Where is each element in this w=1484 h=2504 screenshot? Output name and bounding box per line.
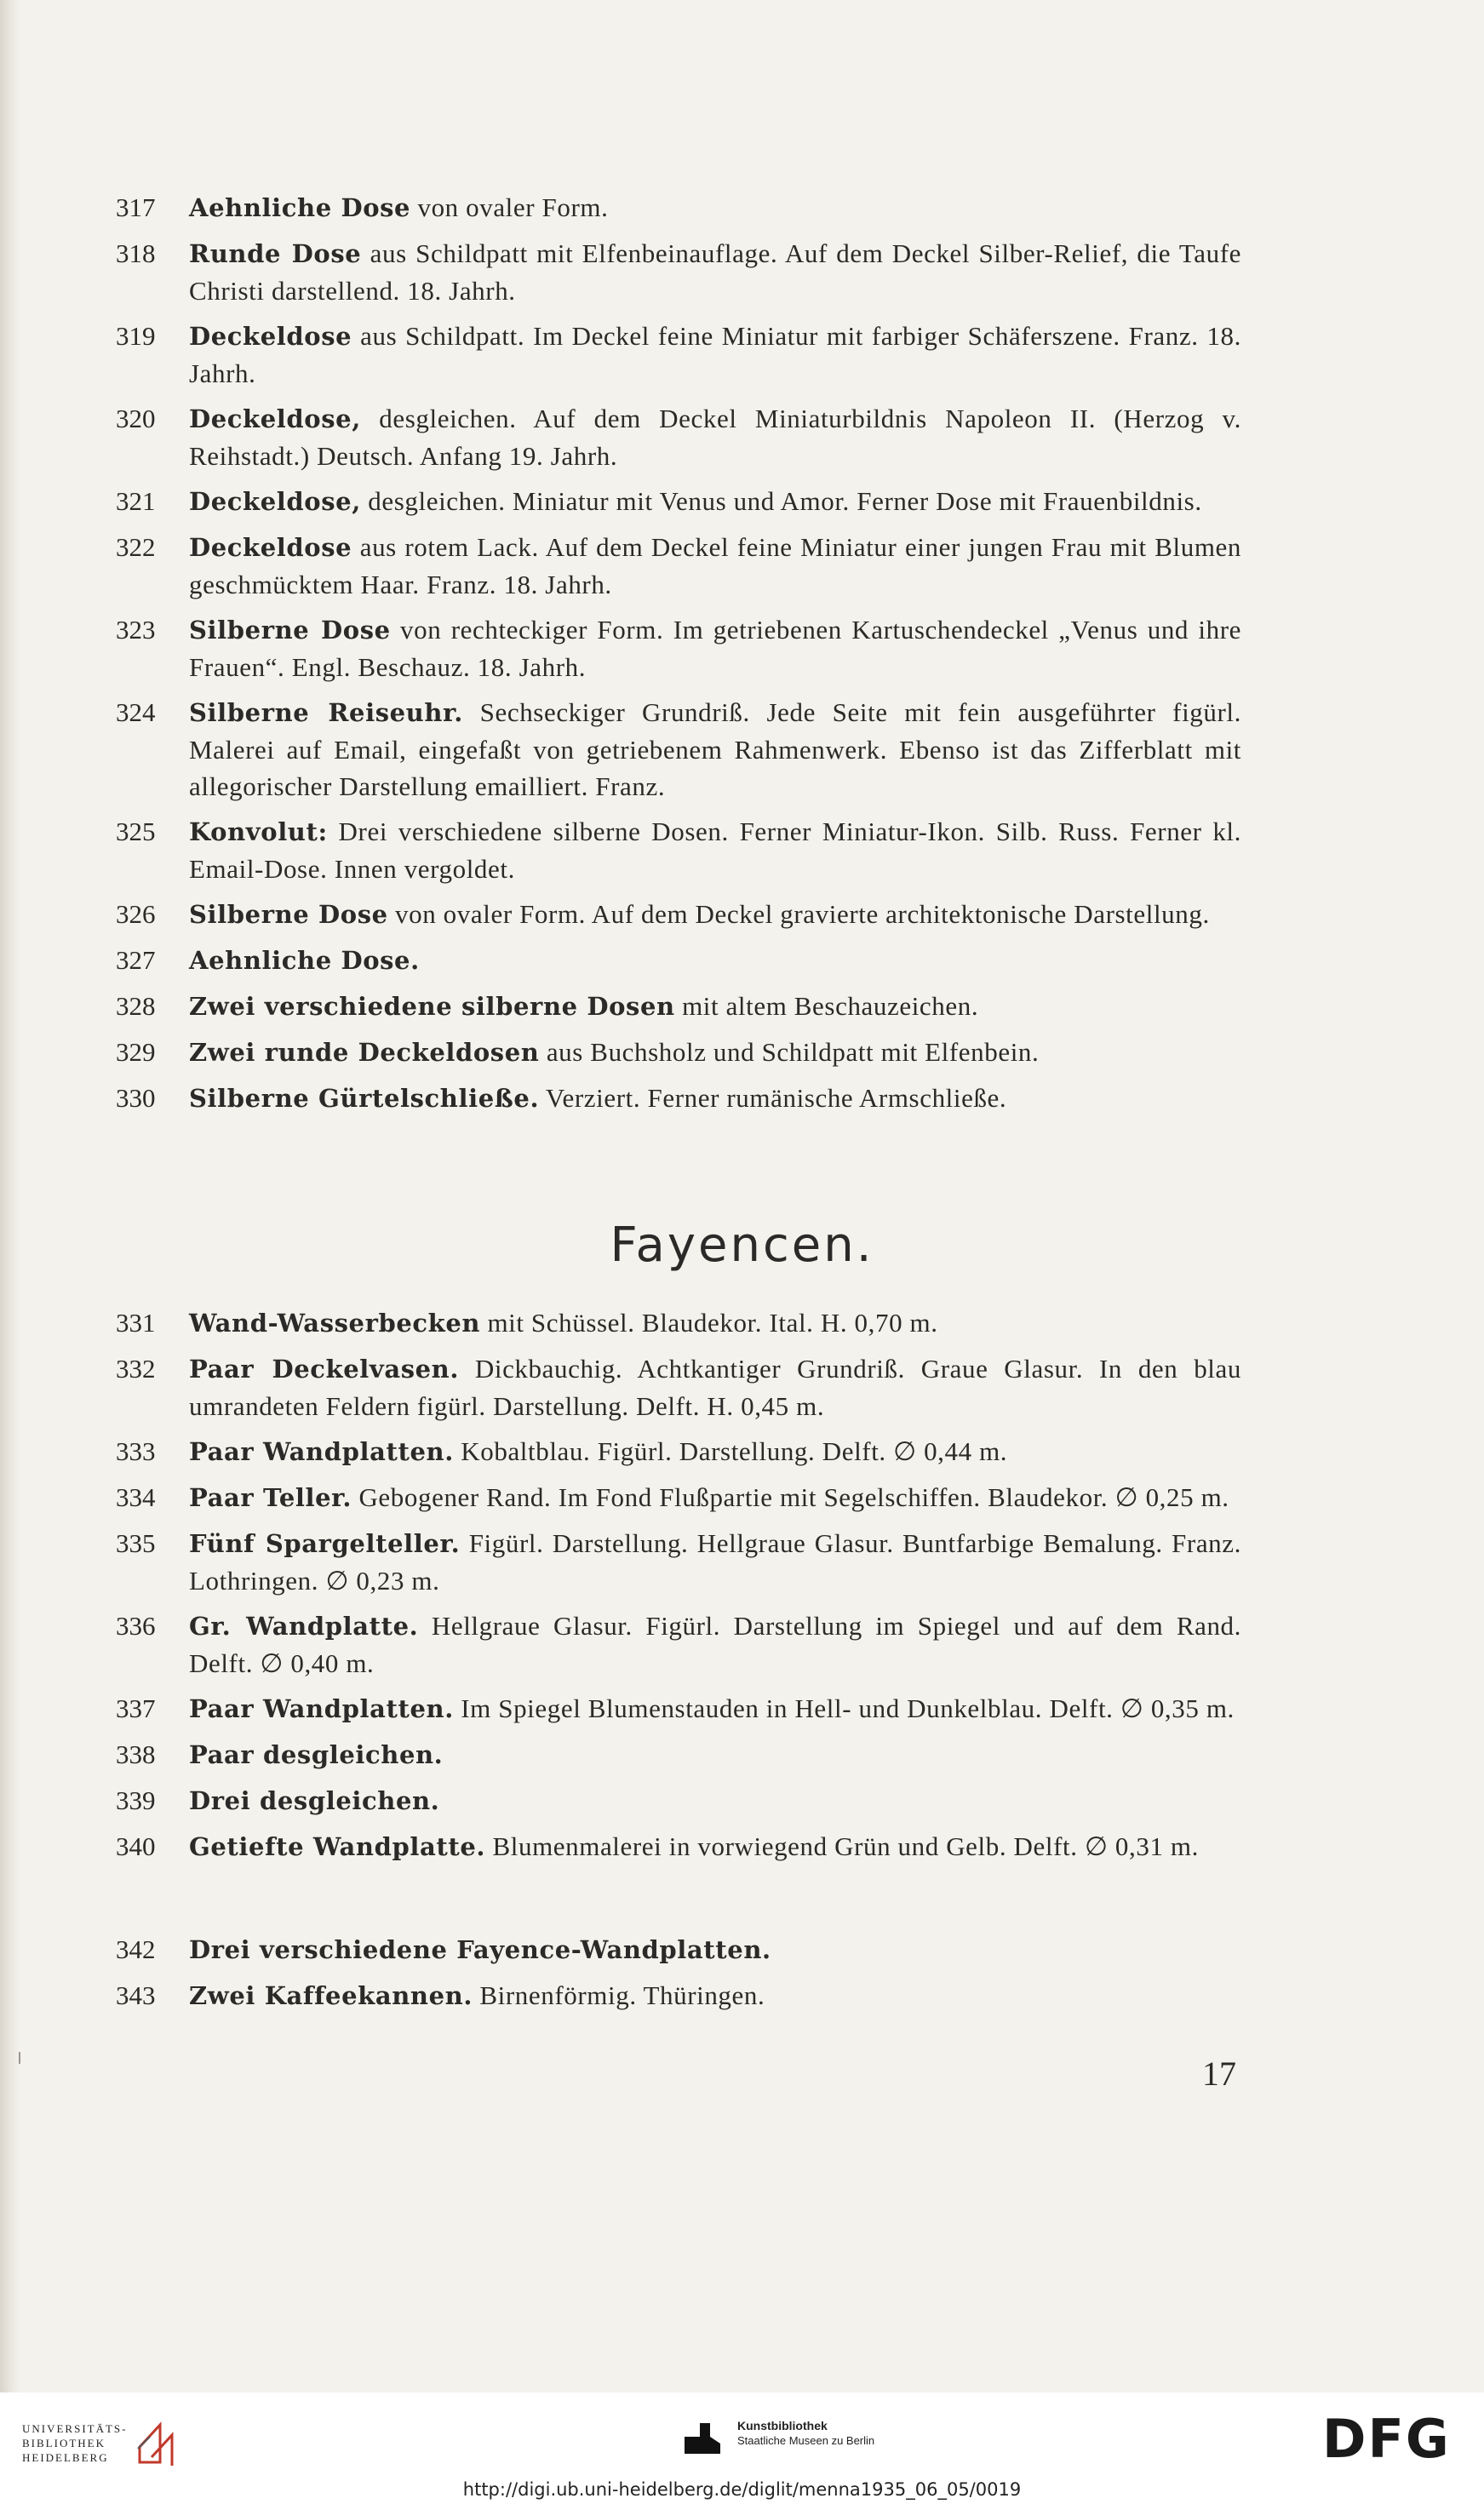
entry-title: Zwei Kaffeekannen.	[189, 1981, 473, 2010]
entry-title: Paar Wandplatten.	[189, 1437, 454, 1466]
entry-description	[189, 813, 1241, 887]
entry-title: Paar Teller.	[189, 1483, 352, 1512]
catalog-entry	[0, 1034, 1484, 1071]
uni-line: UNIVERSITÄTS-	[22, 2422, 128, 2435]
entry-text: desgleichen. Miniatur mit Venus und Amor. Ferner Dose mit Frauenbildnis.	[360, 486, 1202, 516]
entry-text: Dickbauchig. Achtkantiger Grundriß. Graue Glasur. In den blau umrandeten Feldern figürl. Darstellung. Delft. H. 0,45 m.	[189, 1354, 1241, 1421]
entry-description	[189, 1931, 1241, 1968]
catalog-entry	[0, 942, 1484, 979]
catalog-entry	[0, 1736, 1484, 1773]
source-url[interactable]: http://digi.ub.uni-heidelberg.de/diglit/menna1935_06_05/0019	[462, 2479, 1022, 2500]
entry-title: Drei desgleichen.	[189, 1786, 440, 1815]
entry-number: 342	[116, 1934, 156, 1964]
catalog-entry	[0, 1080, 1484, 1117]
entry-text: Im Spiegel Blumenstauden in Hell- und Dunkelblau. Delft. ∅ 0,35 m.	[453, 1693, 1235, 1723]
catalog-entry	[0, 1433, 1484, 1470]
entry-number: 326	[116, 899, 156, 929]
entry-title: Silberne Gürtelschließe.	[189, 1084, 540, 1113]
entry-text: desgleichen. Auf dem Deckel Miniaturbildnis Napoleon II. (Herzog v. Reihstadt.) Deutsch. Anfang 19. Jahrh.	[189, 404, 1241, 471]
entry-description	[189, 1782, 1241, 1819]
entry-text: Kobaltblau. Figürl. Darstellung. Delft. ∅ 0,44 m.	[453, 1436, 1008, 1466]
catalog-entry	[0, 988, 1484, 1025]
entry-title: Deckeldose	[189, 533, 352, 562]
entry-number: 337	[116, 1693, 156, 1723]
catalog-entry	[0, 1304, 1484, 1342]
kb-title: Kunstbibliothek	[737, 2419, 828, 2432]
entry-description	[189, 611, 1241, 685]
entry-description	[189, 1304, 1241, 1342]
catalog-entries-fayence	[0, 1304, 1484, 1874]
entry-title: Deckeldose	[189, 322, 352, 351]
uni-line: BIBLIOTHEK	[22, 2437, 106, 2450]
entry-description	[189, 1525, 1241, 1599]
entry-text: Drei verschiedene silberne Dosen. Ferner Miniatur-Ikon. Silb. Russ. Ferner kl. Email-Dose. Innen vergoldet.	[189, 817, 1241, 884]
entry-title: Deckeldose,	[189, 487, 361, 516]
catalog-entry	[0, 1931, 1484, 1968]
catalog-entry	[0, 1350, 1484, 1424]
entry-title: Runde Dose	[189, 239, 362, 268]
entry-title: Aehnliche Dose.	[189, 946, 420, 975]
entry-description	[189, 896, 1241, 933]
entry-number: 318	[116, 238, 156, 268]
entry-number: 325	[116, 817, 156, 846]
entry-text: aus Schildpatt. Im Deckel feine Miniatur mit farbiger Schäferszene. Franz. 18. Jahrh.	[189, 321, 1241, 388]
entry-number: 335	[116, 1528, 156, 1558]
entry-text: aus rotem Lack. Auf dem Deckel feine Miniatur einer jungen Frau mit Blumen geschmücktem Haar. Franz. 18. Jahrh.	[189, 532, 1241, 599]
entry-text: Blumenmalerei in vorwiegend Grün und Gelb. Delft. ∅ 0,31 m.	[485, 1831, 1199, 1861]
entry-number: 339	[116, 1785, 156, 1815]
entry-number: 330	[116, 1083, 156, 1113]
catalog-entry	[0, 1525, 1484, 1599]
entry-number: 343	[116, 1980, 156, 2010]
entry-title: Aehnliche Dose	[189, 193, 411, 222]
section-title: Fayencen.	[610, 1218, 874, 1273]
entry-title: Fünf Spargelteller.	[189, 1529, 461, 1558]
entry-description	[189, 235, 1241, 309]
entry-number: 331	[116, 1308, 156, 1338]
entry-text: aus Buchsholz und Schildpatt mit Elfenbein.	[539, 1037, 1040, 1067]
entry-description	[189, 1350, 1241, 1424]
catalog-entry	[0, 694, 1484, 805]
entry-number: 317	[116, 192, 156, 222]
kb-subtitle: Staatliche Museen zu Berlin	[737, 2434, 875, 2447]
entry-title: Paar desgleichen.	[189, 1740, 444, 1769]
page-number: 17	[1202, 2054, 1236, 2093]
entry-description	[189, 1080, 1241, 1117]
catalog-entry	[0, 235, 1484, 309]
catalog-entry	[0, 896, 1484, 933]
entry-title: Drei verschiedene Fayence-Wandplatten.	[189, 1935, 771, 1964]
catalog-entry	[0, 1782, 1484, 1819]
entry-text: von rechteckiger Form. Im getriebenen Kartuschendeckel „Venus und ihre Frauen“. Engl. Beschauz. 18. Jahrh.	[189, 615, 1241, 682]
entry-number: 334	[116, 1482, 156, 1512]
catalog-entry	[0, 1828, 1484, 1865]
catalog-entries-fayence-cont	[0, 1931, 1484, 2023]
entry-text: mit Schüssel. Blaudekor. Ital. H. 0,70 m.	[480, 1308, 938, 1338]
catalog-entry	[0, 529, 1484, 603]
entry-description	[189, 1479, 1241, 1516]
uni-line: HEIDELBERG	[22, 2451, 109, 2464]
catalog-entry	[0, 189, 1484, 226]
catalog-entry	[0, 1690, 1484, 1728]
catalog-entry	[0, 1607, 1484, 1682]
entry-title: Silberne Reiseuhr.	[189, 698, 463, 727]
entry-number: 328	[116, 991, 156, 1021]
catalog-entry	[0, 1479, 1484, 1516]
entry-text: aus Schildpatt mit Elfenbeinauflage. Auf dem Deckel Silber-Relief, die Taufe Christi darstellend. 18. Jahrh.	[189, 238, 1241, 306]
entry-description	[189, 1690, 1241, 1728]
kunstbibliothek-label	[737, 2418, 874, 2449]
entry-text: Sechseckiger Grundriß. Jede Seite mit fein ausgeführter figürl. Malerei auf Email, eingefaßt von getriebenem Rahmenwerk. Ebenso ist das Zifferblatt mit allegorischer Darstellung emailliert. Franz.	[189, 697, 1241, 801]
margin-mark	[19, 2052, 20, 2064]
entry-description	[189, 1034, 1241, 1071]
entry-title: Deckeldose,	[189, 404, 361, 433]
entry-number: 324	[116, 697, 156, 727]
entry-description	[189, 318, 1241, 392]
entry-description	[189, 1736, 1241, 1773]
catalog-entry	[0, 483, 1484, 520]
entry-number: 327	[116, 945, 156, 975]
entry-number: 319	[116, 321, 156, 351]
entry-title: Silberne Dose	[189, 900, 388, 929]
dfg-logo: DFG	[1322, 2408, 1451, 2470]
entry-text: Birnenförmig. Thüringen.	[473, 1980, 765, 2010]
catalog-entry	[0, 318, 1484, 392]
catalog-entry	[0, 400, 1484, 474]
entry-number: 321	[116, 486, 156, 516]
entry-number: 338	[116, 1739, 156, 1769]
entry-description	[189, 400, 1241, 474]
entry-number: 323	[116, 615, 156, 645]
entry-title: Silberne Dose	[189, 616, 391, 645]
entry-number: 329	[116, 1037, 156, 1067]
catalog-entry	[0, 1977, 1484, 2014]
university-library-label	[22, 2421, 128, 2465]
entry-text: mit altem Beschauzeichen.	[674, 991, 979, 1021]
entry-number: 340	[116, 1831, 156, 1861]
entry-title: Gr. Wandplatte.	[189, 1612, 419, 1641]
entry-number: 332	[116, 1354, 156, 1384]
entry-title: Paar Deckelvasen.	[189, 1355, 460, 1384]
entry-title: Getiefte Wandplatte.	[189, 1832, 486, 1861]
entry-title: Zwei verschiedene silberne Dosen	[189, 992, 675, 1021]
entry-text: Verziert. Ferner rumänische Armschließe.	[539, 1083, 1007, 1113]
entry-text: Hellgraue Glasur. Figürl. Darstellung im Spiegel und auf dem Rand. Delft. ∅ 0,40 m.	[189, 1611, 1242, 1678]
kunstbibliothek-logo-icon	[681, 2418, 724, 2459]
entry-title: Konvolut:	[189, 817, 328, 846]
entry-text: von ovaler Form.	[410, 192, 609, 222]
entry-text: Figürl. Darstellung. Hellgraue Glasur. Buntfarbige Bemalung. Franz. Lothringen. ∅ 0,23 m.	[189, 1528, 1241, 1596]
entry-description	[189, 483, 1241, 520]
catalog-entries-silver	[0, 189, 1484, 1126]
catalog-entry	[0, 611, 1484, 685]
entry-description	[189, 1607, 1241, 1682]
entry-description	[189, 694, 1241, 805]
entry-title: Zwei runde Deckeldosen	[189, 1038, 540, 1067]
entry-number: 322	[116, 532, 156, 562]
entry-description	[189, 1828, 1241, 1865]
entry-description	[189, 189, 1241, 226]
entry-text: Gebogener Rand. Im Fond Flußpartie mit Segelschiffen. Blaudekor. ∅ 0,25 m.	[352, 1482, 1229, 1512]
entry-description	[189, 988, 1241, 1025]
entry-text: von ovaler Form. Auf dem Deckel gravierte architektonische Darstellung.	[387, 899, 1210, 929]
entry-number: 320	[116, 404, 156, 433]
entry-number: 336	[116, 1611, 156, 1641]
entry-description	[189, 1977, 1241, 2014]
entry-description	[189, 1433, 1241, 1470]
entry-description	[189, 942, 1241, 979]
entry-title: Paar Wandplatten.	[189, 1694, 454, 1723]
university-library-logo-icon	[135, 2413, 179, 2467]
entry-title: Wand-Wasserbecken	[189, 1309, 481, 1338]
catalog-entry	[0, 813, 1484, 887]
entry-number: 333	[116, 1436, 156, 1466]
entry-description	[189, 529, 1241, 603]
